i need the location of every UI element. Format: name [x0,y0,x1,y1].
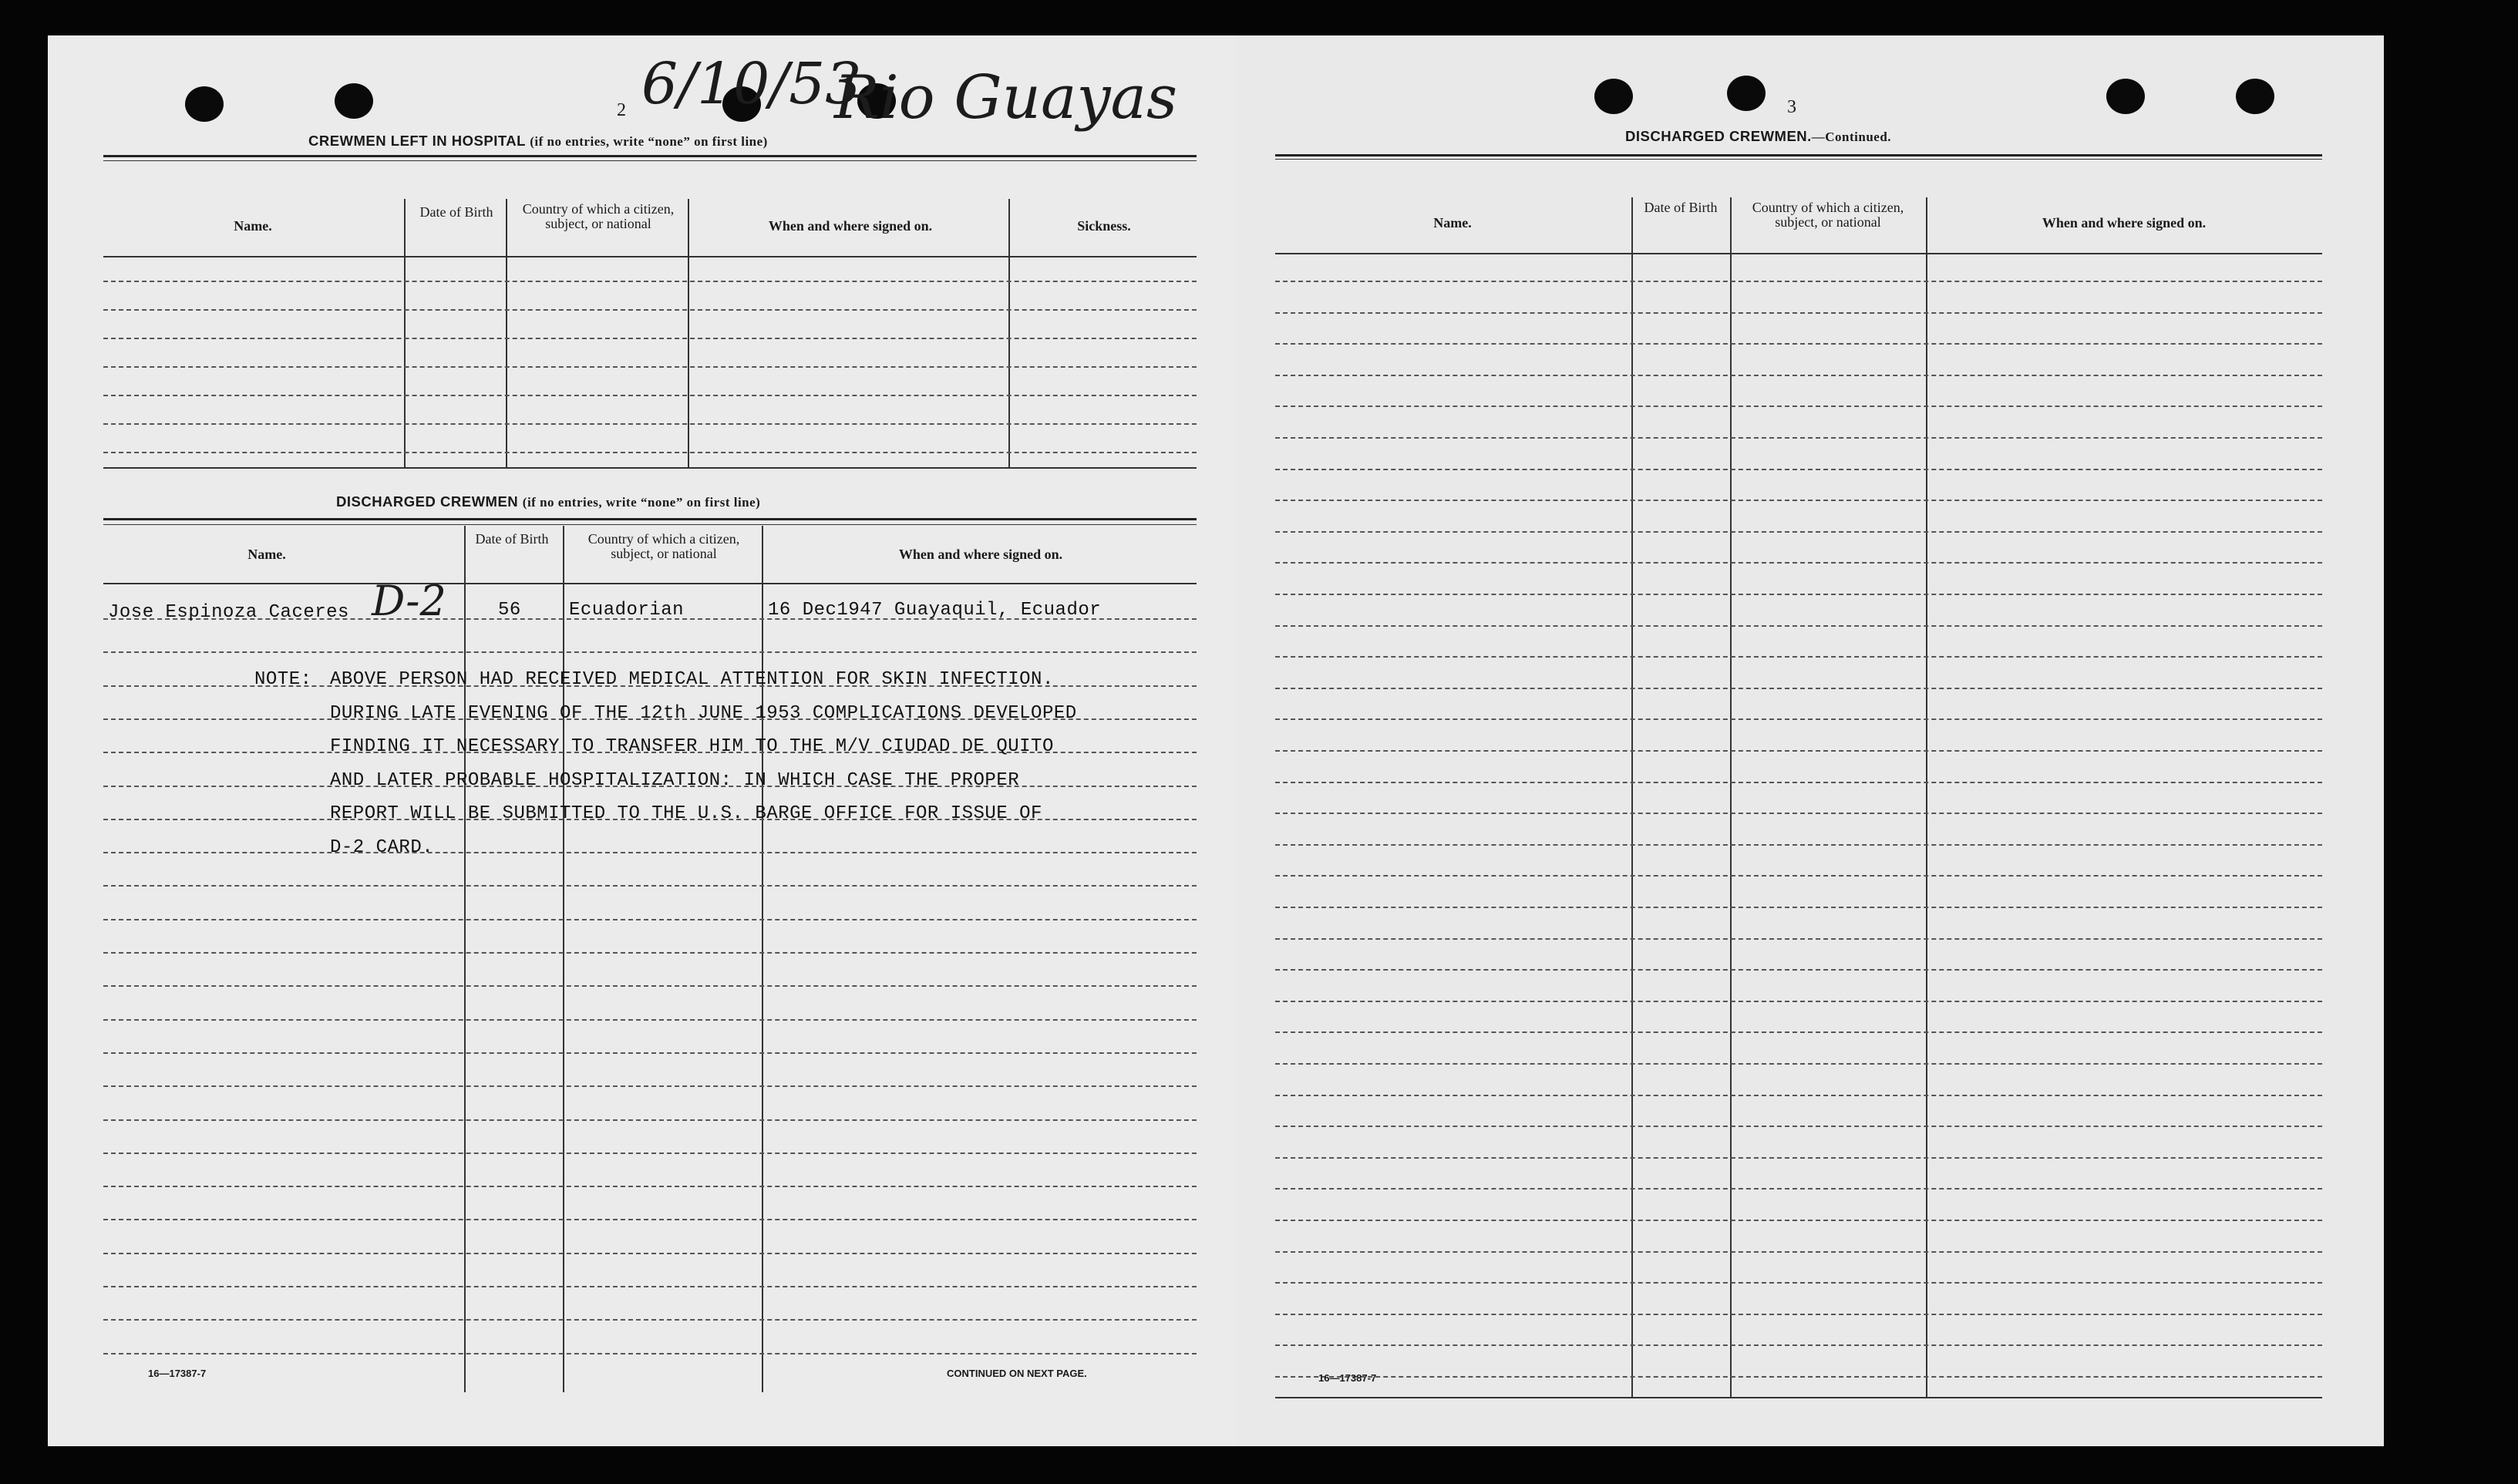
ruled-line [1275,1220,2322,1221]
left-form-page [48,35,1237,1446]
ruled-line [103,1286,1197,1287]
ruled-line [1275,688,2322,689]
ruled-line [1275,1251,2322,1253]
ruled-line [103,1219,1197,1220]
ruled-line [103,852,1197,853]
column-header-name: Name. [234,218,272,234]
handwritten-date: 6/10/53 [641,51,862,117]
ruled-line [1275,437,2322,439]
ruled-line [103,338,1197,339]
rule [103,467,1197,469]
ruled-line [1275,656,2322,658]
right-form-page [1237,35,2384,1446]
ruled-line [1275,1282,2322,1284]
ruled-line [1275,1344,2322,1346]
ruled-line [103,885,1197,887]
crewman-name: Jose Espinoza Caceres [108,602,349,623]
punch-hole [2236,79,2274,114]
header-rule [1275,253,2322,254]
ruled-line [1275,1031,2322,1033]
note-line: D-2 CARD. [330,836,434,858]
column-header-signed-on: When and where signed on. [898,547,1063,562]
ruled-line [1275,1188,2322,1190]
ruled-line [1275,343,2322,345]
discharged-section-title: DISCHARGED CREWMEN (if no entries, write “none” on first line) [336,493,761,510]
hospital-section-title: CREWMEN LEFT IN HOSPITAL (if no entries, write “none” on first line) [308,133,768,149]
column-divider [1631,197,1633,1397]
column-header-dob: Date of Birth [419,204,493,220]
ruled-line [1275,625,2322,627]
column-header-signed-on: When and where signed on. [2042,215,2207,231]
ruled-line [103,1353,1197,1354]
punch-hole [185,86,224,122]
punch-hole [1594,79,1633,114]
ruled-line [103,281,1197,282]
ruled-line [1275,1095,2322,1096]
column-divider [506,199,507,467]
ruled-line [1275,750,2322,752]
ruled-line [103,1153,1197,1154]
ruled-line [1275,875,2322,877]
ruled-line [1275,782,2322,783]
ruled-line [103,452,1197,453]
ruled-line [1275,531,2322,533]
note-line: FINDING IT NECESSARY TO TRANSFER HIM TO THE M/V CIUDAD DE QUITO [330,736,1054,757]
rule [103,524,1197,525]
ruled-line [1275,969,2322,971]
rule [103,155,1197,157]
ruled-line [103,366,1197,368]
column-header-dob: Date of Birth [1644,200,1718,215]
note-line: ABOVE PERSON HAD RECEIVED MEDICAL ATTENTION FOR SKIN INFECTION. [330,669,1054,690]
note-line: AND LATER PROBABLE HOSPITALIZATION: IN WHICH CASE THE PROPER [330,769,1020,791]
column-header-country: Country of which a citizen, subject, or national [522,201,675,231]
column-header-sickness: Sickness. [1077,218,1131,234]
ruled-line [103,423,1197,425]
header-rule [103,583,1197,584]
ruled-line [1275,844,2322,846]
ruled-line [103,1119,1197,1121]
ruled-line [103,651,1197,653]
discharged-continued-title: DISCHARGED CREWMEN.—Continued. [1625,128,1892,144]
ruled-line [1275,405,2322,407]
page-number: 3 [1787,97,1796,117]
ruled-line [1275,1157,2322,1159]
ruled-line [1275,1314,2322,1315]
ruled-line [103,919,1197,920]
rule [1275,154,2322,156]
punch-hole [2106,79,2145,114]
column-divider [1008,199,1010,467]
ruled-line [1275,562,2322,564]
form-number: 16—17387-7 [1318,1372,1377,1384]
punch-hole [1727,76,1766,111]
note-label: NOTE: [254,669,312,690]
column-header-name: Name. [247,547,286,562]
crewman-birth-year: 56 [498,600,521,621]
page-number: 2 [617,100,626,120]
ruled-line [1275,281,2322,282]
ruled-line [103,1085,1197,1087]
ruled-line [1275,500,2322,501]
ruled-line [1275,907,2322,908]
ruled-line [103,309,1197,311]
rule [1275,159,2322,160]
column-header-name: Name. [1433,215,1472,231]
ruled-line [1275,718,2322,720]
column-divider [563,526,564,1392]
ruled-line [1275,375,2322,376]
ruled-line [1275,1063,2322,1065]
ruled-line [103,952,1197,954]
continued-notice: CONTINUED ON NEXT PAGE. [947,1368,1087,1379]
rule [1275,1397,2322,1398]
ruled-line [1275,469,2322,470]
ruled-line [103,1186,1197,1187]
column-header-dob: Date of Birth [475,531,549,547]
rule [103,160,1197,161]
ruled-line [103,1019,1197,1021]
column-header-country: Country of which a citizen, subject, or national [1752,200,1904,230]
ruled-line [103,395,1197,396]
column-header-country: Country of which a citizen, subject, or national [587,531,740,561]
form-number: 16—17387-7 [148,1368,207,1379]
ruled-line [103,1253,1197,1254]
rule [103,518,1197,520]
ruled-line [1275,938,2322,940]
ruled-line [1275,312,2322,314]
handwritten-annotation: D-2 [372,577,446,625]
note-line: REPORT WILL BE SUBMITTED TO THE U.S. BARGE OFFICE FOR ISSUE OF [330,803,1042,824]
column-divider [762,526,763,1392]
ruled-line [1275,1001,2322,1002]
header-rule [103,256,1197,257]
column-divider [688,199,689,467]
handwritten-vessel-name: Rio Guayas [834,63,1178,133]
ruled-line [1275,1126,2322,1127]
crewman-nationality: Ecuadorian [569,600,685,621]
ruled-line [103,1052,1197,1054]
ruled-line [103,1319,1197,1321]
punch-hole [335,83,373,119]
column-divider [404,199,406,467]
column-divider [1926,197,1927,1397]
column-divider [1730,197,1732,1397]
column-divider [464,526,466,1392]
note-line: DURING LATE EVENING OF THE 12th JUNE 1953 COMPLICATIONS DEVELOPED [330,702,1077,724]
crewman-signed-on: 16 Dec1947 Guayaquil, Ecuador [768,600,1102,621]
column-header-signed-on: When and where signed on. [768,218,933,234]
ruled-line [103,985,1197,987]
ruled-line [1275,813,2322,814]
ruled-line [1275,594,2322,595]
ruled-line [1275,1376,2322,1378]
